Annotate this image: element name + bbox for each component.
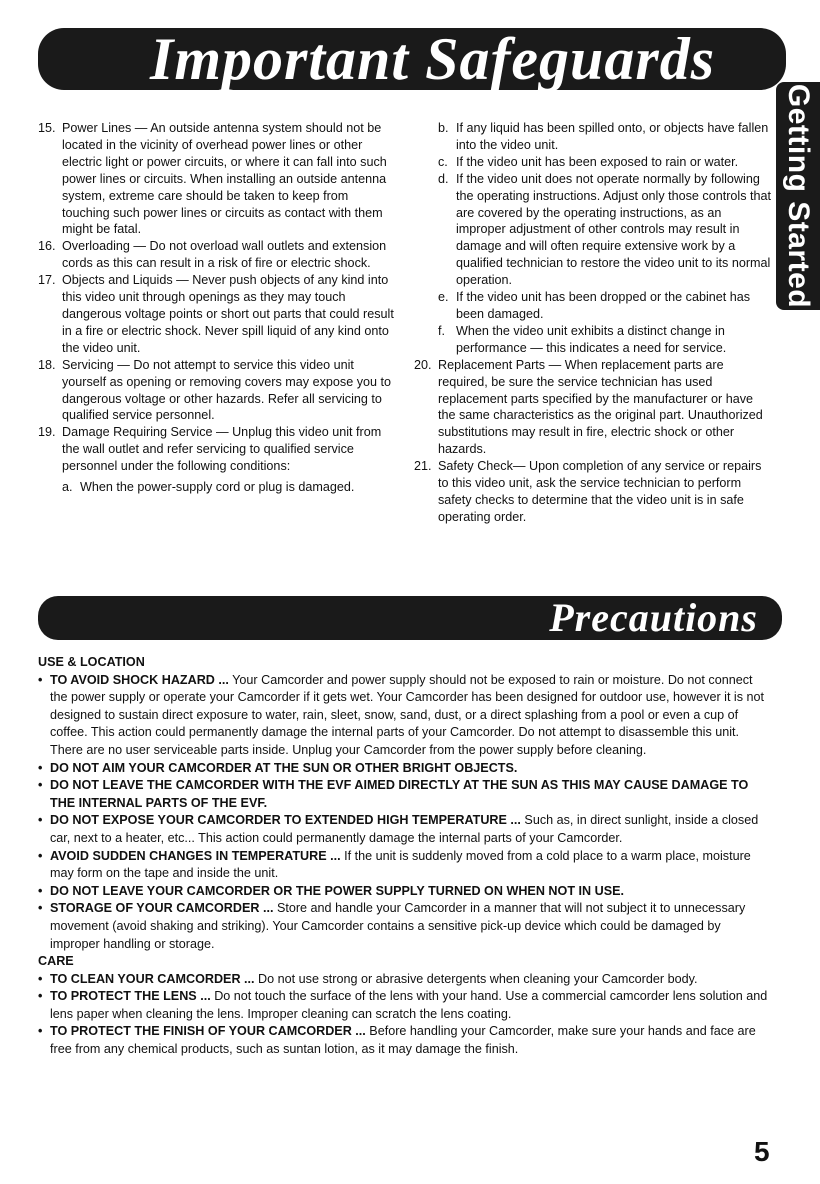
use-location-heading: USE & LOCATION bbox=[38, 655, 145, 669]
safeguard-subitem bbox=[414, 120, 772, 154]
item-text: Safety Check— Upon completion of any service or repairs to this video unit, ask the service technician to perform safety checks to determine that the video unit is in safe operating order. bbox=[438, 459, 762, 524]
precaution-body: Such as, in direct sunlight, inside a closed car, next to a heater, etc... This action could permanently damage the internal parts of your Camcorder. bbox=[50, 813, 759, 845]
precaution-text bbox=[50, 672, 770, 760]
item-number: 19. bbox=[38, 425, 56, 440]
item-number: 20. bbox=[414, 357, 432, 372]
item-text: Replacement Parts — When replacement parts are required, be sure the service technician has used replacement parts specified by the manufacturer or have the same characteristics as the original part. Unauthorized substitutions may result in fire, electric shock or other hazards. bbox=[438, 357, 763, 457]
precaution-text bbox=[50, 760, 770, 778]
subitem-text: When the power-supply cord or plug is damaged. bbox=[80, 480, 355, 495]
subitem-text: If the video unit has been dropped or the cabinet has been damaged. bbox=[456, 290, 751, 321]
precaution-lead: DO NOT AIM YOUR CAMCORDER AT THE SUN OR OTHER BRIGHT OBJECTS. bbox=[50, 760, 518, 775]
item-number: 21. bbox=[414, 459, 432, 474]
side-tab-label: Getting Started bbox=[782, 83, 815, 309]
bullet-dot: • bbox=[38, 778, 43, 793]
precaution-body: Do not touch the surface of the lens with your hand. Use a commercial camcorder lens solution and lens paper when cleaning the lens. Improper cleaning can scratch the lens coating. bbox=[50, 989, 768, 1021]
safeguard-item bbox=[414, 458, 772, 526]
precaution-lead: TO CLEAN YOUR CAMCORDER ... bbox=[50, 971, 255, 986]
precaution-text bbox=[50, 971, 770, 989]
safeguards-right-column bbox=[414, 120, 772, 526]
subitem-letter: b. bbox=[438, 121, 449, 135]
bullet-dot: • bbox=[38, 901, 43, 916]
precaution-item bbox=[38, 848, 770, 883]
precaution-lead: TO PROTECT THE LENS ... bbox=[50, 989, 211, 1004]
item-number: 18. bbox=[38, 357, 56, 372]
precautions-banner bbox=[38, 596, 782, 640]
safeguard-item bbox=[414, 357, 772, 458]
precaution-item bbox=[38, 1023, 770, 1058]
safeguard-item bbox=[38, 120, 396, 238]
bullet-dot: • bbox=[38, 989, 43, 1004]
precautions-title: Precautions bbox=[549, 595, 758, 640]
bullet-dot: • bbox=[38, 760, 43, 775]
precaution-body: Store and handle your Camcorder in a manner that will not subject it to unnecessary movement (avoid shaking and striking). Your Camcorder contains a sensitive pick-up device which could be damaged by improper handling or storage. bbox=[50, 901, 746, 951]
precaution-item bbox=[38, 883, 770, 901]
subitem-letter: c. bbox=[438, 154, 448, 169]
precaution-body: If the unit is suddenly moved from a cold place to a warm place, moisture may form on the tape and inside the unit. bbox=[50, 848, 751, 881]
precautions-section bbox=[38, 654, 770, 1059]
safeguard-subitem bbox=[38, 479, 396, 496]
page-number: 5 bbox=[754, 1136, 770, 1167]
care-heading: CARE bbox=[38, 954, 74, 969]
precaution-text bbox=[50, 812, 770, 847]
precaution-item bbox=[38, 900, 770, 953]
subitem-text: If the video unit has been exposed to rain or water. bbox=[456, 154, 739, 169]
subitem-letter: d. bbox=[438, 171, 449, 186]
banner-title: Important Safeguards bbox=[150, 26, 716, 92]
precaution-body: Do not use strong or abrasive detergents when cleaning your Camcorder body. bbox=[254, 971, 698, 986]
getting-started-tab bbox=[776, 82, 820, 310]
precaution-text bbox=[50, 900, 770, 953]
subitem-text: If the video unit does not operate normally by following the operating instructions. Adjust only those controls that are covered by the operating instructions, as an improper adjustment of other controls may result in damage and will often require extensive work by a qualified technician to restore the video unit to its normal operation. bbox=[456, 171, 772, 288]
subitem-letter: e. bbox=[438, 290, 449, 305]
precaution-lead: TO AVOID SHOCK HAZARD ... bbox=[50, 672, 229, 687]
safeguard-item bbox=[38, 238, 396, 272]
precaution-text bbox=[50, 777, 770, 812]
precaution-lead: DO NOT EXPOSE YOUR CAMCORDER TO EXTENDED HIGH TEMPERATURE ... bbox=[50, 813, 521, 828]
precaution-body: Your Camcorder and power supply should not be exposed to rain or moisture. Do not connect the power supply or operate your Camcorder if it gets wet. Your Camcorder has been designed for outdoor use, however it is not designed to sustain direct exposure to water, rain, sleet, snow, sand, dust, or a direct splashing from a pool or even a cup of coffee. This action could permanently damage the internal parts of your Camcorder. Do not attempt to disassemble this unit. There are no user serviceable parts inside. Unplug your Camcorder from the power supply before cleaning. bbox=[50, 672, 765, 757]
bullet-dot: • bbox=[38, 672, 43, 687]
safeguard-subitem bbox=[414, 289, 772, 323]
precaution-item bbox=[38, 672, 770, 760]
precaution-lead: DO NOT LEAVE YOUR CAMCORDER OR THE POWER SUPPLY TURNED ON WHEN NOT IN USE. bbox=[50, 883, 624, 898]
precaution-text bbox=[50, 988, 770, 1023]
item-number: 15. bbox=[38, 121, 56, 135]
bullet-dot: • bbox=[38, 1024, 43, 1039]
precaution-item bbox=[38, 812, 770, 847]
subitem-text: When the video unit exhibits a distinct change in performance — this indicates a need for service. bbox=[456, 323, 727, 355]
precaution-lead: DO NOT LEAVE THE CAMCORDER WITH THE EVF AIMED DIRECTLY AT THE SUN AS THIS MAY CAUSE DAMAGE TO THE INTERNAL PARTS OF THE EVF. bbox=[50, 778, 749, 810]
item-text: Power Lines — An outside antenna system should not be located in the vicinity of overhead power lines or other electric light or power circuits, or where it can fall into such power lines or circuits. When installing an outside antenna system, extreme care should be taken to keep from touching such power lines or circuits as contact with them might be fatal. bbox=[62, 121, 387, 237]
subitem-text: If any liquid has been spilled onto, or objects have fallen into the video unit. bbox=[456, 121, 769, 152]
safeguards-left-column bbox=[38, 120, 396, 496]
item-number: 16. bbox=[38, 239, 56, 254]
precaution-item bbox=[38, 760, 770, 778]
item-text: Objects and Liquids — Never push objects of any kind into this video unit through openings as they may touch dangerous voltage points or short out parts that could result in a fire or electric shock. Never spill liquid of any kind onto the video unit. bbox=[62, 273, 394, 355]
item-text: Overloading — Do not overload wall outlets and extension cords as this can result in a risk of fire or electric shock. bbox=[62, 239, 387, 271]
precaution-lead: STORAGE OF YOUR CAMCORDER ... bbox=[50, 901, 274, 916]
safeguard-subitem bbox=[414, 171, 772, 289]
precaution-text bbox=[50, 883, 770, 901]
subitem-letter: a. bbox=[62, 480, 73, 495]
precaution-item bbox=[38, 988, 770, 1023]
bullet-dot: • bbox=[38, 813, 43, 828]
bullet-dot: • bbox=[38, 848, 43, 863]
item-number: 17. bbox=[38, 273, 56, 288]
precaution-text bbox=[50, 1023, 770, 1058]
subitem-letter: f. bbox=[438, 323, 445, 338]
precaution-lead: AVOID SUDDEN CHANGES IN TEMPERATURE ... bbox=[50, 848, 341, 863]
precaution-text bbox=[50, 848, 770, 883]
precaution-lead: TO PROTECT THE FINISH OF YOUR CAMCORDER ... bbox=[50, 1024, 366, 1039]
safeguard-item bbox=[38, 272, 396, 357]
important-safeguards-banner bbox=[38, 28, 786, 90]
item-text: Damage Requiring Service — Unplug this video unit from the wall outlet and refer servicing to qualified service personnel under the following conditions: bbox=[62, 425, 382, 474]
bullet-dot: • bbox=[38, 971, 43, 986]
bullet-dot: • bbox=[38, 883, 43, 898]
safeguard-item bbox=[38, 424, 396, 475]
item-text: Servicing — Do not attempt to service this video unit yourself as opening or removing covers may expose you to dangerous voltage or other hazards. Refer all servicing to qualified service personnel. bbox=[62, 357, 392, 423]
precaution-item bbox=[38, 777, 770, 812]
precaution-body: Before handling your Camcorder, make sure your hands and face are free from any chemical products, such as suntan lotion, as it may damage the finish. bbox=[50, 1024, 756, 1057]
safeguard-subitem bbox=[414, 323, 772, 357]
safeguard-item bbox=[38, 357, 396, 425]
safeguard-subitem bbox=[414, 154, 772, 171]
precaution-item bbox=[38, 971, 770, 989]
